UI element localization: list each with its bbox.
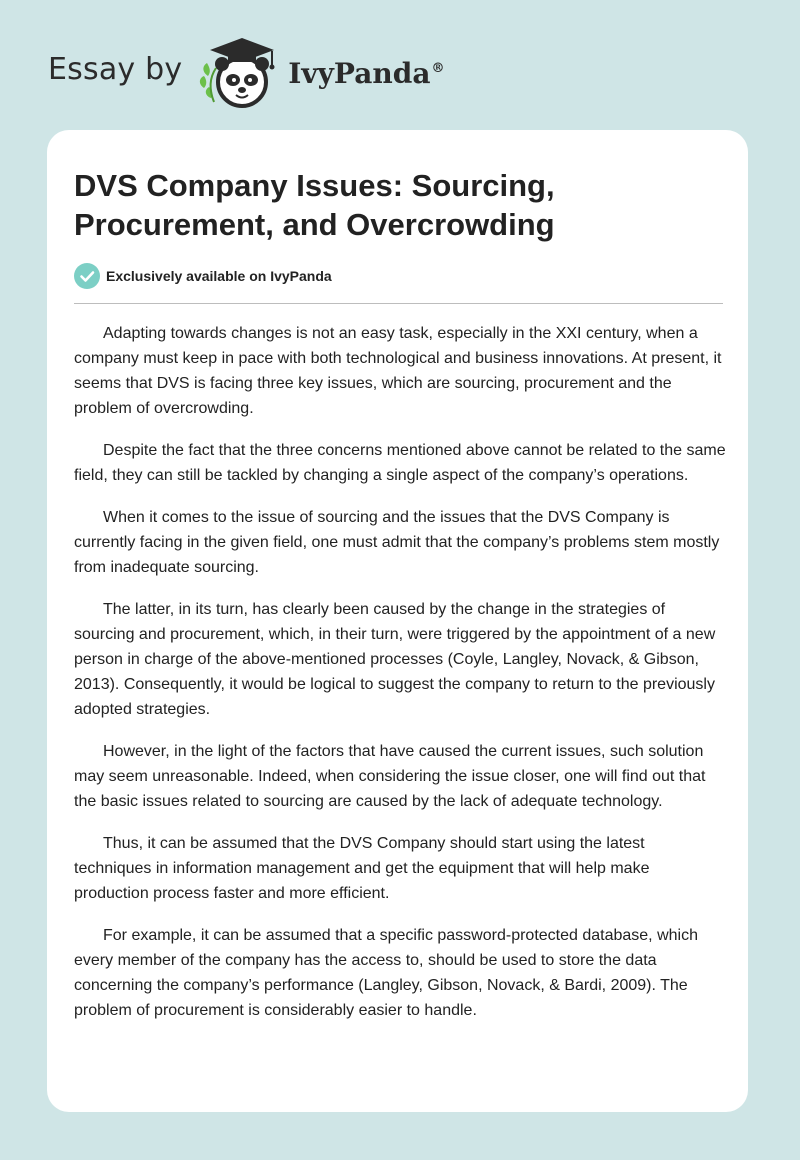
paragraph: When it comes to the issue of sourcing and the issues that the DVS Company is currently facing in the given field, one must admit that the company’s problems stem mostly from inadequate sourcing. — [74, 509, 720, 576]
check-circle-icon — [74, 263, 100, 289]
paragraph: Thus, it can be assumed that the DVS Company should start using the latest techniques in information management and get the equipment that will help make production process faster and more efficient. — [74, 835, 650, 902]
panda-graduate-logo-icon[interactable] — [194, 32, 286, 112]
paragraph: However, in the light of the factors that have caused the current issues, such solution may seem unreasonable. Indeed, when considering the issue closer, one will find out that the basic issues related to sourcing are caused by the lack of adequate technology. — [74, 743, 706, 810]
divider — [74, 303, 723, 304]
paragraph: Adapting towards changes is not an easy task, especially in the XXI century, when a company must keep in pace with both technological and business innovations. At present, it seems that DVS is facing three key issues, which are sourcing, procurement and the problem of overcrowding. — [74, 325, 722, 417]
paragraph: For example, it can be assumed that a specific password-protected database, which every member of the company has the access to, should be used to store the data concerning the company’s performance (Langley, Gibson, Novack, & Bardi, 2009). The problem of procurement is considerably easier to handle. — [74, 927, 698, 1019]
essay-body — [74, 321, 726, 1040]
brand-name: IvyPanda® — [288, 56, 445, 90]
exclusive-badge — [74, 263, 332, 289]
paragraph: Despite the fact that the three concerns mentioned above cannot be related to the same field, they can still be tackled by changing a single aspect of the company’s operations. — [74, 442, 726, 484]
essay-card — [47, 130, 748, 1112]
exclusive-badge-text: Exclusively available on IvyPanda — [106, 268, 332, 284]
page-title: DVS Company Issues: Sourcing, Procurement, and Overcrowding — [74, 168, 555, 242]
brand-header — [48, 32, 444, 112]
brand-prefix: Essay by — [48, 51, 183, 87]
paragraph: The latter, in its turn, has clearly been caused by the change in the strategies of sourcing and procurement, which, in their turn, were triggered by the appointment of a new person in charge of the above-mentioned processes (Coyle, Langley, Novack, & Gibson, 2013). Consequently, it would be logical to suggest the company to return to the previously adopted strategies. — [74, 601, 716, 718]
